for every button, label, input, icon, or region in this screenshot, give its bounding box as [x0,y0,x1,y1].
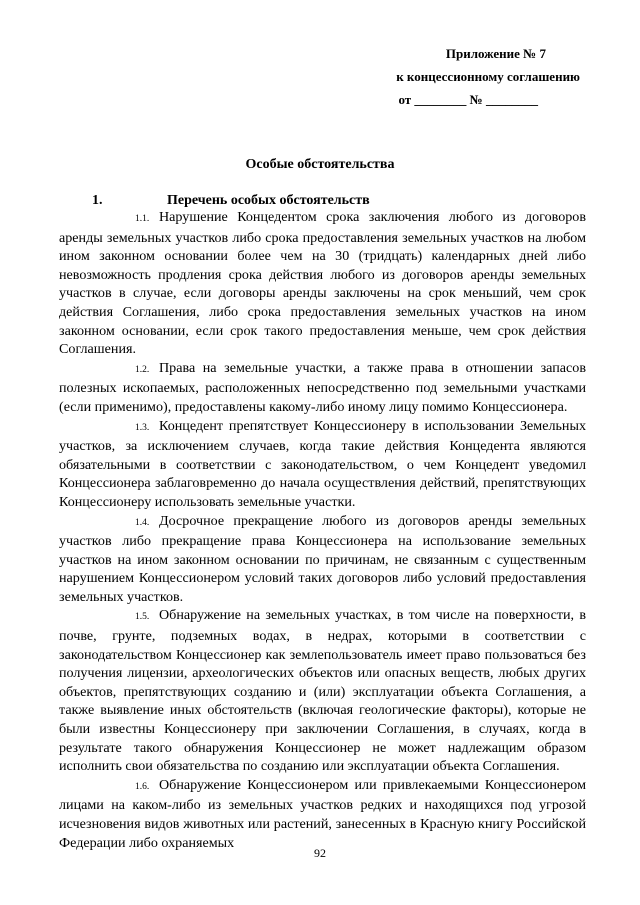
paragraph-1-5 [59,606,586,775]
section-number: 1. [92,193,103,208]
page-number: 92 [314,846,326,860]
paragraph-text: Обнаружение на земельных участках, в том числе на поверхности, в почве, грунте, подземных водах, в недрах, которыми в соответствии с законодательством Концессионер как землепользователь имеет право пользоваться без получения лицензии, археологических объектов или опасных веществ, любых других объектов, препятствующих созданию и (или) эксплуатации объекта Соглашения, а также выявление иных обстоятельств (включая геологические факторы), которые не были известны Концессионеру при заключении Соглашения, в случаях, когда в результате такого обнаружения Концессионер не может надлежащим образом исполнить свои обязательства по созданию или эксплуатации объекта Соглашения. [59,607,586,775]
paragraph-1-2 [59,359,586,417]
paragraph-1-1 [59,208,586,359]
document-title: Особые обстоятельства [245,157,395,172]
paragraph-number: 1.1. [135,214,150,224]
paragraph-1-4 [59,512,586,607]
paragraph-number: 1.6. [135,781,150,792]
paragraph-text: Нарушение Концедентом срока заключения любого из договоров аренды земельных участков либо срока предоставления земельных участков на любом ином законном основании более чем на 30 (тридцать) календарных дней либо невозможность продления срока действия любого из договоров аренды земельных участков в случае, если договоры аренды заключены на срок меньший, чем срок действия Соглашения, либо срока предоставления земельных участков на ином законном основании, если срок такого предоставления меньше, чем срок действия Соглашения. [59,209,586,358]
paragraph-number: 1.2. [135,364,150,375]
paragraph-1-6 [59,776,586,852]
paragraph-1-3 [59,417,586,512]
appendix-agreement-ref: к концессионному соглашению [396,69,580,84]
appendix-number: Приложение № 7 [445,46,546,61]
section-heading-text: Перечень особых обстоятельств [167,193,370,208]
appendix-header [260,42,580,111]
paragraph-number: 1.3. [135,422,150,433]
paragraph-text: Досрочное прекращение любого из договоров аренды земельных участков либо прекращение права Концессионера на использование земельных участков на ином законном основании по причинам, не связанным с существенным нарушением Концессионером условий таких договоров либо условий предоставления земельных участков. [59,512,586,605]
paragraph-text: Концедент препятствует Концессионеру в использовании Земельных участков, за исключением случаев, когда такие действия Концедента являются обязательными в соответствии с законодательством, о чем Концедент уведомил Концессионера заблаговременно до начала осуществления действий, препятствующих Концессионеру использовать земельные участки. [59,417,586,510]
paragraph-text: Права на земельные участки, а также права в отношении запасов полезных ископаемых, расположенных непосредственно под земельными участками (если применимо), предоставлены какому-либо иному лицу помимо Концессионера. [59,359,586,415]
body-text [59,208,586,852]
paragraph-text: Обнаружение Концессионером или привлекаемыми Концессионером лицами на каком-либо из земельных участков редких и находящихся под угрозой исчезновения видов животных или растений, занесенных в Красную книгу Российской Федерации либо охраняемых [59,776,586,851]
paragraph-number: 1.4. [135,517,150,528]
appendix-date-number-line: от ________ № ________ [398,92,538,107]
paragraph-number: 1.5. [135,612,150,623]
